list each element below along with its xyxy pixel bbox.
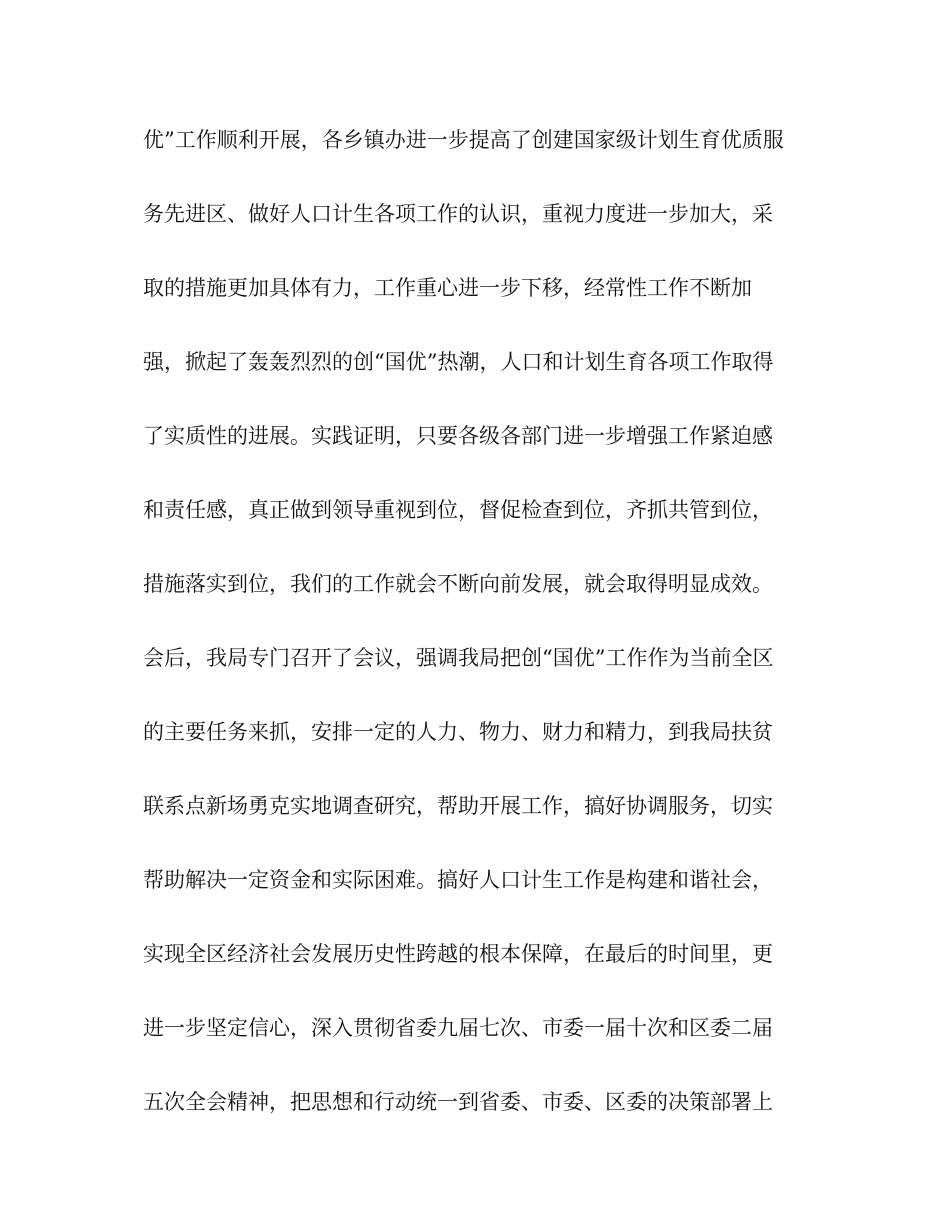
text-line: 取的措施更加具体有力，工作重心进一步下移，经常性工作不断加 xyxy=(143,276,752,300)
document-body xyxy=(143,120,823,1156)
text-line: 和责任感，真正做到领导重视到位，督促检查到位，齐抓共管到位， xyxy=(143,498,773,522)
text-line: 进一步坚定信心，深入贯彻省委九届七次、市委一届十次和区委二届 xyxy=(143,1016,773,1040)
text-line: 五次全会精神，把思想和行动统一到省委、市委、区委的决策部署上 xyxy=(143,1090,773,1114)
text-line: 实现全区经济社会发展历史性跨越的根本保障，在最后的时间里，更 xyxy=(143,942,773,966)
text-line: 的主要任务来抓，安排一定的人力、物力、财力和精力，到我局扶贫 xyxy=(143,720,773,744)
text-line: 优”工作顺利开展，各乡镇办进一步提高了创建国家级计划生育优质服 xyxy=(143,128,784,152)
text-line: 了实质性的进展。实践证明，只要各级各部门进一步增强工作紧迫感 xyxy=(143,424,773,448)
text-line: 帮助解决一定资金和实际困难。搞好人口计生工作是构建和谐社会， xyxy=(143,868,773,892)
text-line: 强，掀起了轰轰烈烈的创“国优”热潮，人口和计划生育各项工作取得 xyxy=(143,350,774,374)
text-line: 会后，我局专门召开了会议，强调我局把创“国优”工作作为当前全区 xyxy=(143,646,774,670)
text-line: 联系点新场勇克实地调查研究，帮助开展工作，搞好协调服务，切实 xyxy=(143,794,773,818)
text-line: 务先进区、做好人口计生各项工作的认识，重视力度进一步加大，采 xyxy=(143,202,773,226)
text-line: 措施落实到位，我们的工作就会不断向前发展，就会取得明显成效。 xyxy=(143,572,773,596)
